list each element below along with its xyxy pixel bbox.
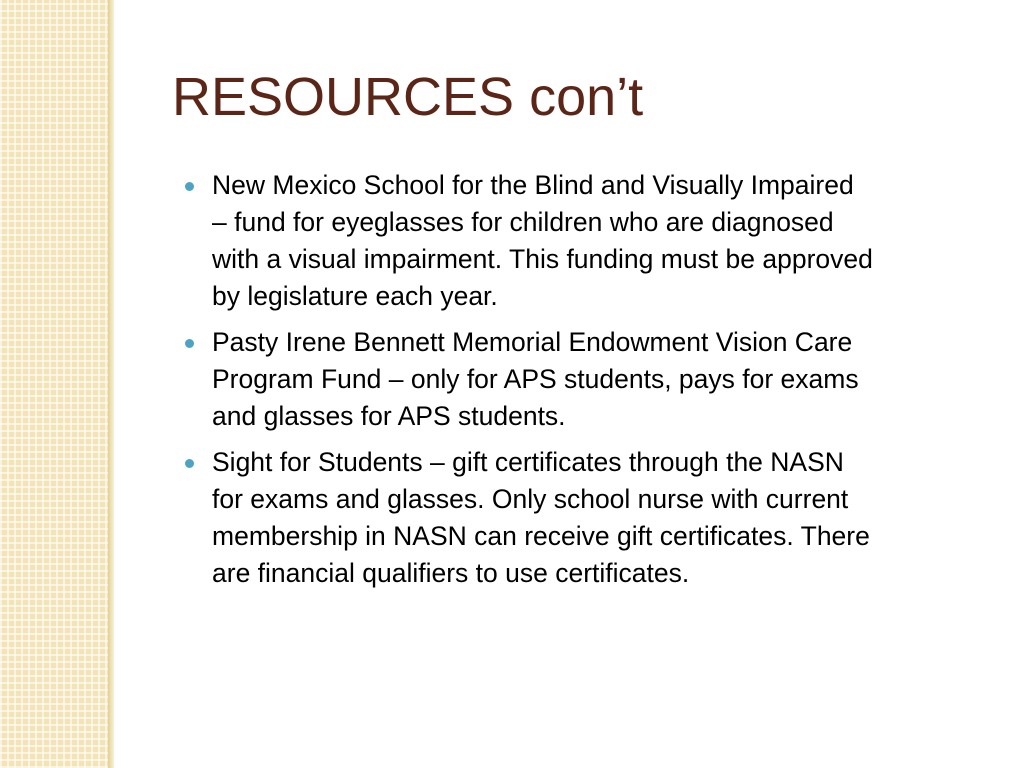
bullet-line: by legislature each year. [212,281,498,311]
bullet-line: Sight for Students – gift certificates through the NASN [212,447,844,477]
bullet-dot-icon [185,182,194,191]
bullet-line: – fund for eyeglasses for children who are diagnosed [212,207,834,237]
bullet-line: with a visual impairment. This funding must be approved [212,244,873,274]
side-band-edge [108,0,114,768]
bullet-line: are financial qualifiers to use certificates. [212,558,690,588]
bullet-line: Pasty Irene Bennett Memorial Endowment Vision Care [212,327,853,357]
bullet-line: New Mexico School for the Blind and Visually Impaired [212,170,854,200]
slide-title: RESOURCES con’t [172,67,644,127]
bullet-line: Program Fund – only for APS students, pays for exams [212,364,859,394]
bullet-line: for exams and glasses. Only school nurse with current [212,484,849,514]
bullet-item-sight-for-students [212,444,1002,592]
bullet-item-bennett-fund [212,324,1002,435]
bullet-dot-icon [185,459,194,468]
bullet-dot-icon [185,339,194,348]
bullet-line: membership in NASN can receive gift certificates. There [212,521,870,551]
decorative-side-band [0,0,108,768]
bullet-list [212,167,1002,601]
bullet-item-nmsbvi [212,167,1002,315]
bullet-line: and glasses for APS students. [212,401,566,431]
